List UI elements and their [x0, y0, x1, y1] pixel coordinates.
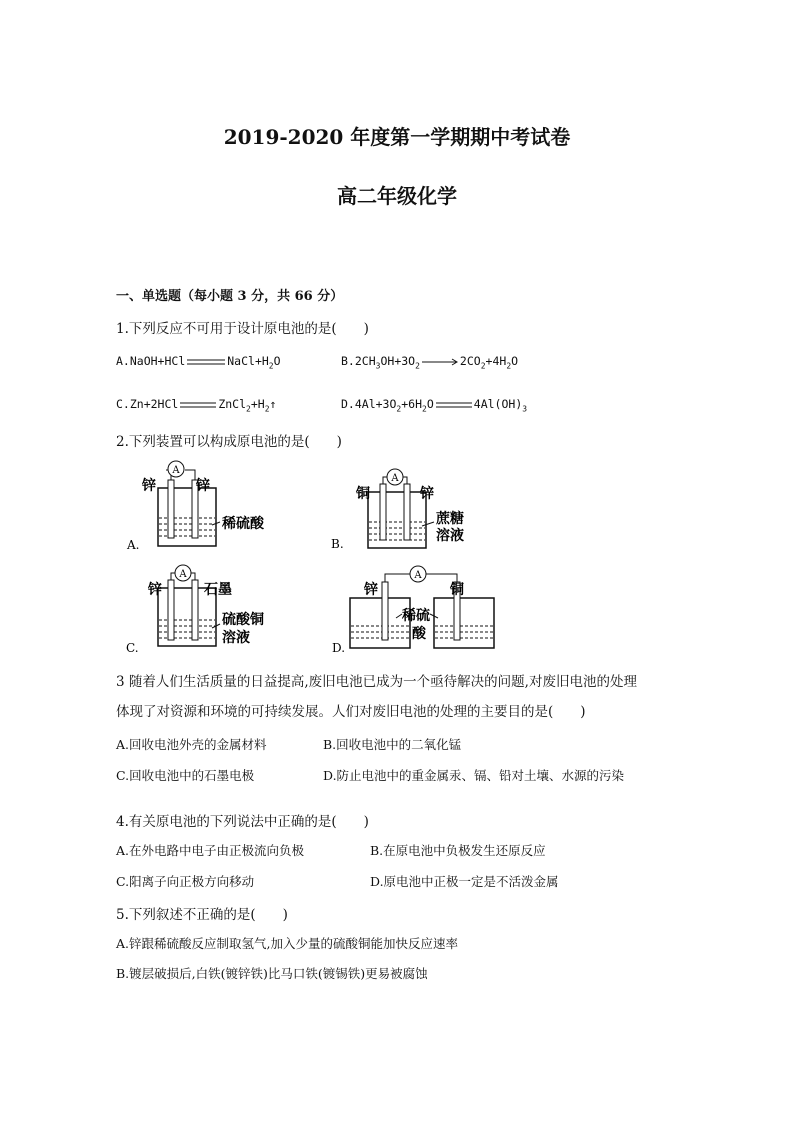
- apparatus-a: [120, 460, 320, 555]
- section-heading: 一、单选题（每小题 3 分，共 66 分）: [116, 289, 344, 304]
- solution-label: 稀硫酸: [222, 516, 264, 532]
- q1-option-b: $B.2CH_3OH+3O_2$ $2CO_2+4H_2O$: [341, 354, 519, 371]
- question-4-stem: 4.有关原电池的下列说法中正确的是( ): [116, 814, 369, 830]
- q5-option-a: A.锌跟稀硫酸反应制取氢气,加入少量的硫酸铜能加快反应速率: [116, 936, 458, 951]
- equals-arrow: [434, 400, 474, 410]
- left-label: 锌: [148, 582, 162, 598]
- ammeter-label: A: [391, 473, 399, 484]
- question-5-stem: 5.下列叙述不正确的是( ): [116, 907, 288, 923]
- left-electrode: [168, 580, 174, 640]
- right-electrode: [192, 580, 198, 640]
- right-label: 石墨: [204, 582, 232, 598]
- q1-option-d: $D.4Al+3O_2+6H_2O$ $4Al(OH)_3$: [341, 397, 528, 414]
- left-electrode: [168, 480, 174, 538]
- right-label: 锌: [196, 478, 210, 494]
- solution-label-1: 硫酸铜: [222, 612, 264, 628]
- solution-label-1: 稀硫: [402, 608, 430, 624]
- left-label: 铜: [356, 486, 370, 502]
- option-label: D.: [332, 641, 346, 655]
- q1-option-c: C.Zn+2HCl $ZnCl_2+H_2↑$: [116, 397, 277, 414]
- q3-option-c: C.回收电池中的石墨电极: [116, 768, 255, 783]
- q4-option-c: C.阳离子向正极方向移动: [116, 874, 255, 889]
- right-label: 铜: [450, 582, 464, 598]
- left-beaker: [350, 598, 410, 648]
- question-1-stem: 1.下列反应不可用于设计原电池的是( ): [116, 321, 369, 337]
- q3-option-b: B.回收电池中的二氧化锰: [323, 737, 462, 752]
- apparatus-d: [330, 562, 540, 657]
- ammeter-label: A: [172, 465, 180, 476]
- apparatus-b: [330, 468, 530, 558]
- left-electrode: [380, 484, 386, 540]
- question-2-stem: 2.下列装置可以构成原电池的是( ): [116, 434, 342, 450]
- option-label: B.: [331, 537, 344, 551]
- left-electrode: [382, 582, 388, 640]
- solution-label-2: 溶液: [436, 528, 464, 544]
- ammeter-label: A: [414, 570, 422, 581]
- left-label: 锌: [364, 582, 378, 598]
- right-beaker: [434, 598, 494, 648]
- exam-subtitle: 高二年级化学: [337, 184, 457, 208]
- option-label: A.: [127, 538, 140, 552]
- equals-arrow: [178, 400, 218, 410]
- q1-option-a: A.NaOH+HCl $NaCl+H_2O$: [116, 354, 281, 371]
- apparatus-c: [120, 562, 320, 657]
- right-electrode: [404, 484, 410, 540]
- left-label: 锌: [142, 478, 156, 494]
- q4-option-a: A.在外电路中电子由正极流向负极: [116, 843, 305, 858]
- solution-label-2: 酸: [412, 626, 426, 642]
- option-label: C.: [126, 641, 139, 655]
- equals-arrow: [185, 357, 227, 367]
- solution-label-1: 蔗糖: [436, 511, 464, 527]
- q4-option-d: D.原电池中正极一定是不活泼金属: [370, 874, 559, 889]
- right-label: 锌: [420, 486, 434, 502]
- question-3-stem-line1: 3 随着人们生活质量的日益提高,废旧电池已成为一个亟待解决的问题,对废旧电池的处理: [116, 674, 637, 690]
- q5-option-b: B.镀层破损后,白铁(镀锌铁)比马口铁(镀锡铁)更易被腐蚀: [116, 966, 428, 981]
- reaction-arrow: [420, 357, 460, 367]
- ammeter-label: A: [179, 569, 187, 580]
- beaker: [158, 488, 216, 546]
- question-3-stem-line2: 体现了对资源和环境的可持续发展。人们对废旧电池的处理的主要目的是( ): [116, 704, 586, 720]
- solution-label-2: 溶液: [222, 630, 250, 646]
- q3-option-a: A.回收电池外壳的金属材料: [116, 737, 267, 752]
- q4-option-b: B.在原电池中负极发生还原反应: [370, 843, 546, 858]
- q3-option-d: D.防止电池中的重金属汞、镉、铅对土壤、水源的污染: [323, 768, 625, 783]
- exam-title: 2019-2020 年度第一学期期中考试卷: [223, 125, 571, 149]
